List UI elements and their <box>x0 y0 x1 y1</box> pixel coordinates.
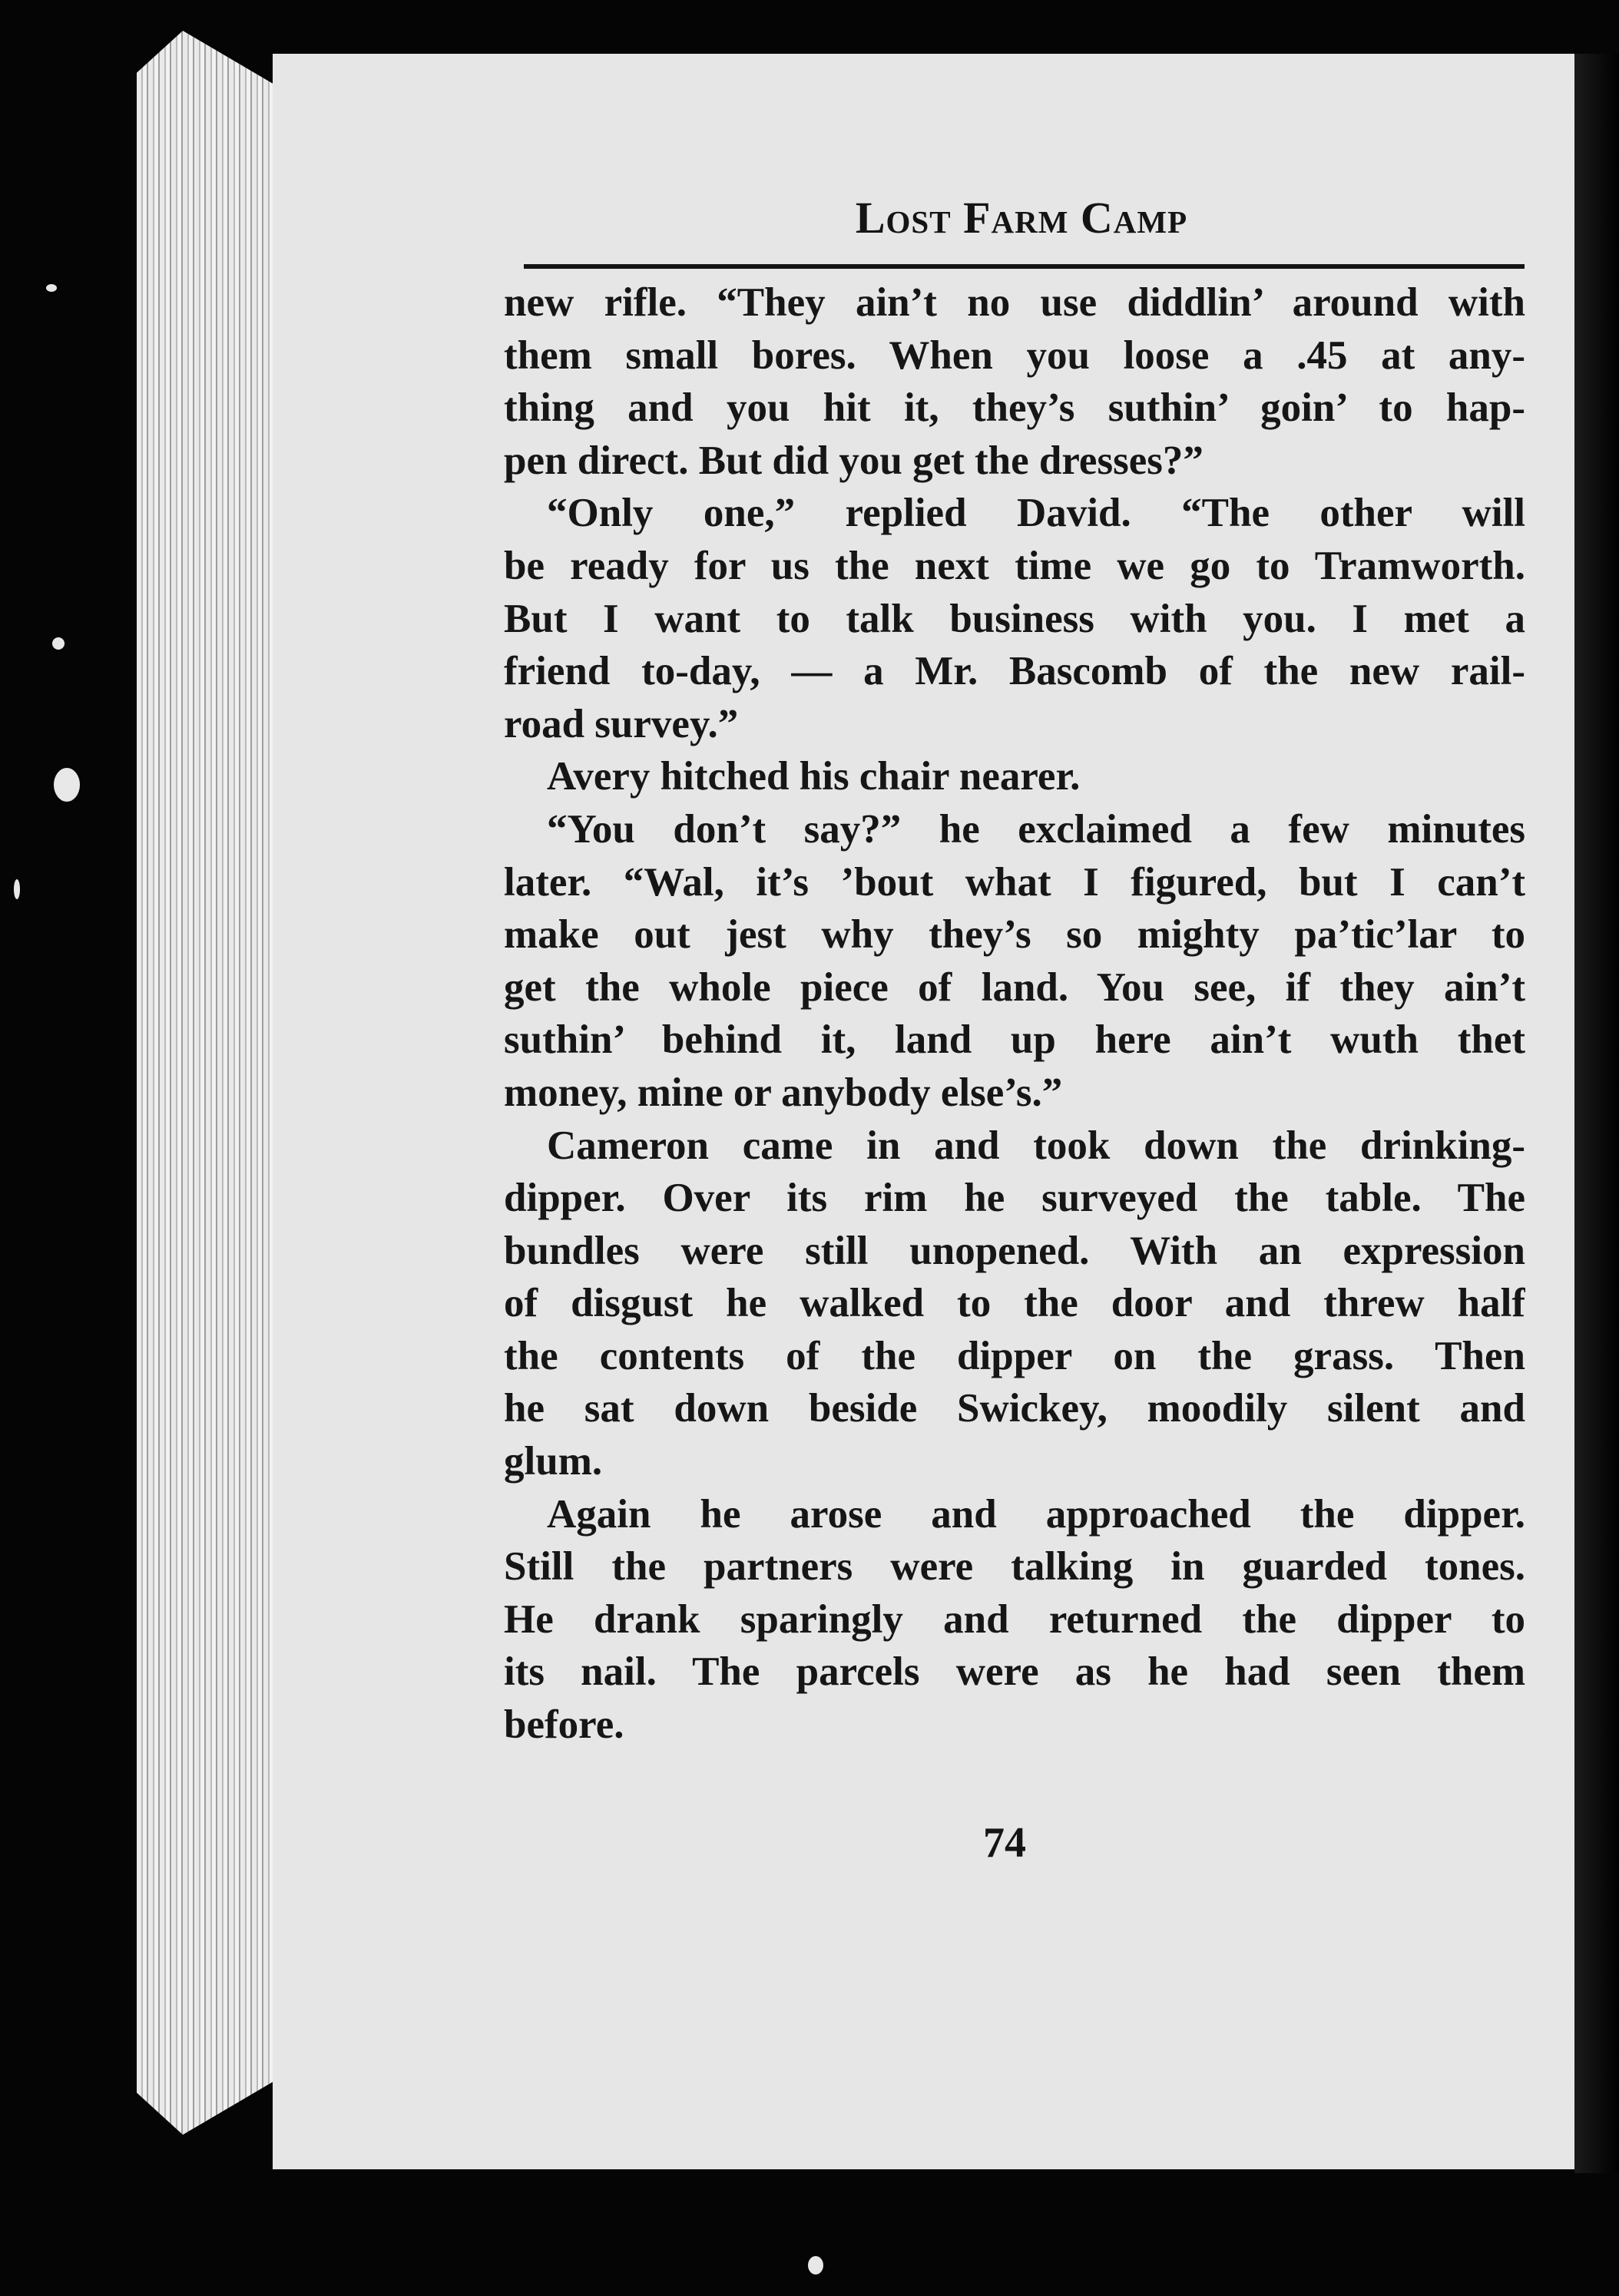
text-line: before. <box>504 1702 624 1748</box>
text-line: be ready for us the next time we go to Tramworth. <box>504 543 1525 588</box>
text-line: He drank sparingly and returned the dipper to <box>504 1596 1525 1642</box>
binding-shadow <box>1574 54 1619 2173</box>
text-line: road survey.” <box>504 701 739 746</box>
film-speck <box>808 2256 823 2274</box>
text-line: dipper. Over its rim he surveyed the table. The <box>504 1176 1525 1221</box>
text-line: “Only one,” replied David. “The other will <box>547 491 1525 536</box>
text-line: make out jest why they’s so mighty pa’tic’lar to <box>504 912 1525 958</box>
text-line: “You don’t say?” he exclaimed a few minutes <box>547 806 1525 852</box>
film-speck <box>54 768 80 802</box>
text-line: But I want to talk business with you. I met a <box>504 596 1525 641</box>
film-speck <box>14 879 20 899</box>
text-line: Still the partners were talking in guarded tones. <box>504 1544 1525 1590</box>
film-speck <box>46 284 57 292</box>
film-speck <box>52 637 65 650</box>
text-line: pen direct. But did you get the dresses?” <box>504 438 1203 483</box>
page-number: 74 <box>983 1819 1026 1867</box>
text-line: get the whole piece of land. You see, if they ain’t <box>504 964 1525 1010</box>
text-line: them small bores. When you loose a .45 at any- <box>504 332 1525 378</box>
text-line: of disgust he walked to the door and threw half <box>504 1281 1525 1326</box>
text-line: friend to-day, — a Mr. Bascomb of the new rail- <box>504 649 1525 694</box>
running-head: Lost Farm Camp <box>855 193 1188 243</box>
text-line: its nail. The parcels were as he had seen them <box>504 1649 1525 1695</box>
text-line: suthin’ behind it, land up here ain’t wuth thet <box>504 1017 1525 1063</box>
text-line: Again he arose and approached the dipper. <box>547 1491 1525 1537</box>
text-line: later. “Wal, it’s ’bout what I figured, but I can’t <box>504 859 1525 905</box>
text-line: glum. <box>504 1439 603 1484</box>
text-line: he sat down beside Swickey, moodily silent and <box>504 1386 1525 1431</box>
text-line: the contents of the dipper on the grass. Then <box>504 1333 1525 1378</box>
page-body-text <box>504 276 1525 1752</box>
text-line: money, mine or anybody else’s.” <box>504 1070 1063 1115</box>
text-line: bundles were still unopened. With an expression <box>504 1228 1525 1273</box>
text-line: thing and you hit it, they’s suthin’ goin’ to hap- <box>504 385 1525 431</box>
text-line: new rifle. “They ain’t no use diddlin’ around with <box>504 280 1525 325</box>
text-line: Cameron came in and took down the drinking- <box>547 1123 1525 1168</box>
text-line: Avery hitched his chair nearer. <box>547 754 1081 799</box>
header-rule <box>524 264 1525 269</box>
page-edge-stack <box>137 31 290 2135</box>
